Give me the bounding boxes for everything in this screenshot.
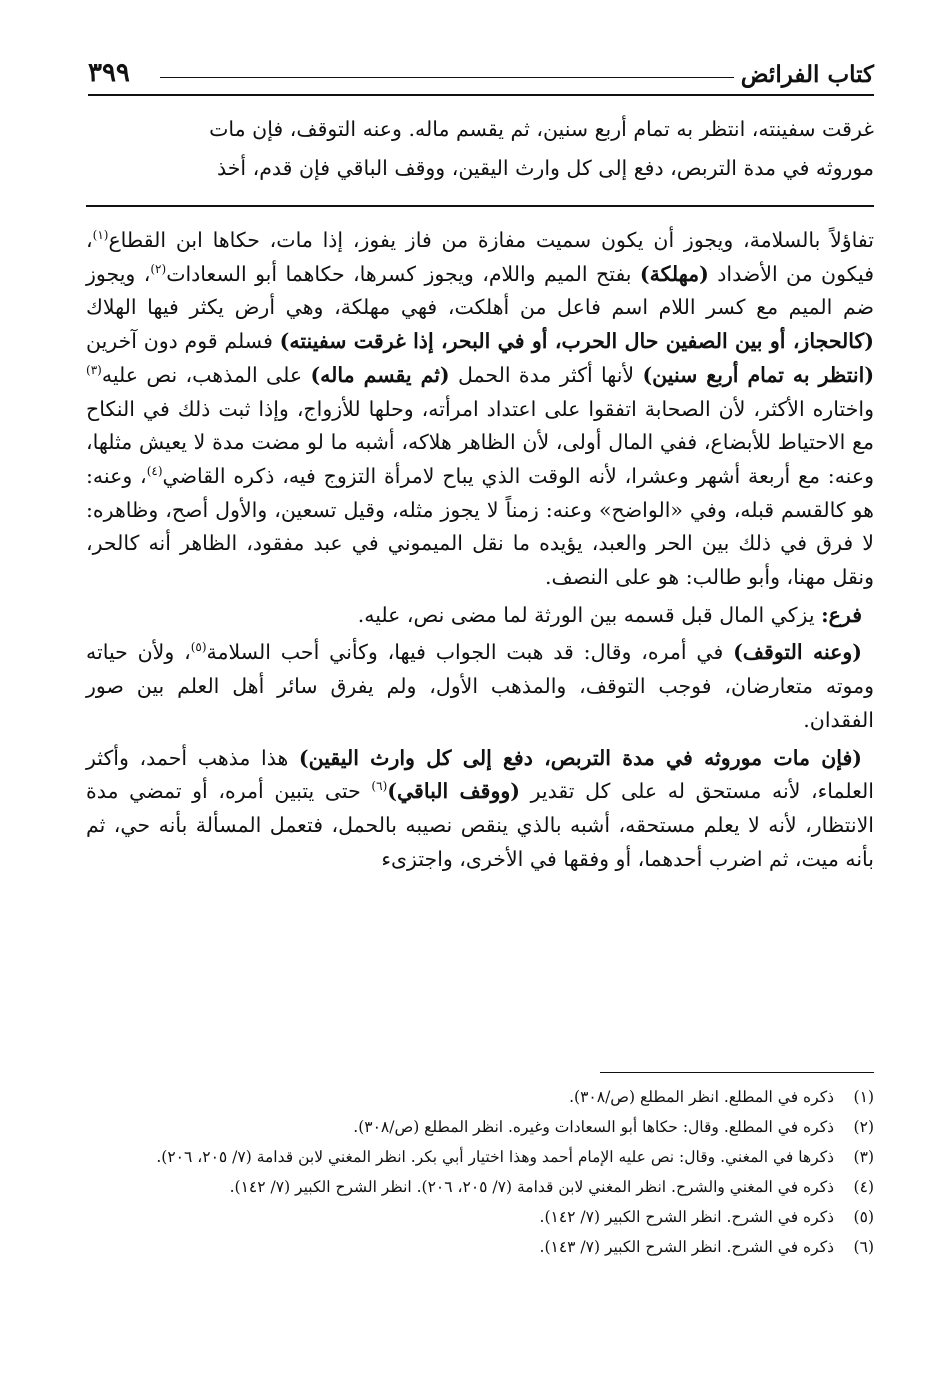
page-number: ٣٩٩ <box>88 58 130 88</box>
footnote <box>86 1172 874 1202</box>
commentary <box>86 224 874 876</box>
footnote-marker: (١) <box>92 228 109 243</box>
footnote-rule <box>600 1072 874 1073</box>
text-separator <box>86 205 874 207</box>
footnote-text: ذكرها في المغني. وقال: نص عليه الإمام أحمد وهذا اختيار أبي بكر. انظر المغني لابن قدامة (٧/ ٢٠٥، ٢٠٦). <box>156 1148 834 1166</box>
quoted-phrase: (ثم يقسم ماله) <box>310 362 450 387</box>
main-text <box>86 110 874 188</box>
commentary-paragraph: فرع: يزكي المال قبل قسمه بين الورثة لما مضى نص، عليه. <box>357 602 862 627</box>
footnote-number: (٦) <box>853 1238 874 1256</box>
footnote-number: (٣) <box>853 1148 874 1166</box>
footnote <box>86 1202 874 1232</box>
footnote-number: (٤) <box>853 1178 874 1196</box>
footnote-marker: (٢) <box>150 261 167 276</box>
quoted-phrase: فرع: <box>821 602 862 627</box>
footnote-text: ذكره في المغني والشرح. انظر المغني لابن قدامة (٧/ ٢٠٥، ٢٠٦). انظر الشرح الكبير (٧/ ١٤٢). <box>229 1178 834 1196</box>
footnote-text: ذكره في الشرح. انظر الشرح الكبير (٧/ ١٤٣). <box>539 1238 834 1256</box>
main-text-line: غرقت سفينته، انتظر به تمام أربع سنين، ثم يقسم ماله. وعنه التوقف، فإن مات <box>209 117 874 141</box>
quoted-phrase: (وعنه التوقف) <box>733 640 862 665</box>
commentary-paragraph: تفاؤلاً بالسلامة، ويجوز أن يكون سميت مفازة من فاز يفوز، إذا مات، حكاها ابن القطاع$^{(١)}$، فيكون من الأضداد (مهلكة) بفتح الميم واللام، ويجوز كسرها، حكاهما أبو السعادات$^{(٢)}$، ويجوز ضم الميم مع كسر اللام اسم فاعل من أهلكت، فهي مهلكة، وهي أرض يكثر فيها الهلاك (كالحجاز، أو بين الصفين حال الحرب، أو في البحر، إذا غرقت سفينته) فسلم قوم دون آخرين (انتظر به تمام أربع سنين) لأنها أكثر مدة الحمل (ثم يقسم ماله) على المذهب، نص عليه$^{(٣)}$ واختاره الأكثر، لأن الصحابة اتفقوا على اعتداد امرأته، وحلها للأزواج، وإذا ثبت ذلك في النكاح مع الاحتياط للأبضاع، ففي المال أولى، لأن الظاهر هلاكه، أشبه ما لو مضت مدة لا يعيش مثلها، وعنه: مع أربعة أشهر وعشرا، لأنه الوقت الذي يباح لامرأة التزوج فيه، ذكره القاضي$^{(٤)}$، وعنه: هو كالقسم قبله، وفي «الواضح» وعنه: زمناً لا يجوز مثله، وقيل تسعين، والأول أصح، وظاهره: لا فرق في ذلك بين الحر والعبد، يؤيده ما نقل الميموني في عبد مفقود، الظاهر أنه كالحر، ونقل مهنا، وأبو طالب: هو على النصف. <box>86 228 875 590</box>
footnote-marker: (٤) <box>146 464 163 479</box>
footnote-marker: (٣) <box>86 362 102 377</box>
footnote-text: ذكره في المطلع. وقال: حكاها أبو السعادات وغيره. انظر المطلع (ص/٣٠٨). <box>353 1118 834 1136</box>
commentary-paragraph: (وعنه التوقف) في أمره، وقال: قد هبت الجواب فيها، وكأني أحب السلامة$^{(٥)}$، ولأن حياته وموته متعارضان، فوجب التوقف، والمذهب الأول، ولم يفرق سائر أهل العلم بين صور الفقدان. <box>86 640 874 732</box>
quoted-phrase: (انتظر به تمام أربع سنين) <box>642 362 875 387</box>
footnote-number: (٥) <box>853 1208 874 1226</box>
footnote <box>86 1112 874 1142</box>
footnote <box>86 1142 874 1172</box>
quoted-phrase: (مهلكة) <box>639 261 709 286</box>
main-text-line: موروثه في مدة التربص، دفع إلى كل وارث اليقين، ووقف الباقي فإن قدم، أخذ <box>216 156 874 180</box>
footnote-number: (١) <box>853 1088 874 1106</box>
header-rule <box>160 77 734 78</box>
running-header <box>88 50 874 96</box>
commentary-paragraph: (فإن مات موروثه في مدة التربص، دفع إلى كل وارث اليقين) هذا مذهب أحمد، وأكثر العلماء، لأنه مستحق له على كل تقدير (ووقف الباقي)$^{(٦)}$ حتى يتبين أمره، أو تمضي مدة الانتظار، لأنه لا يعلم مستحقه، أشبه بالذي ينقص نصيبه بالحمل، فتعمل المسألة بأنه حي، ثم بأنه ميت، ثم اضرب أحدهما، أو وفقها في الأخرى، واجتزىء <box>86 745 874 871</box>
quoted-phrase: (فإن مات موروثه في مدة التربص، دفع إلى كل وارث اليقين) <box>298 745 862 770</box>
footnote-text: ذكره في الشرح. انظر الشرح الكبير (٧/ ١٤٢). <box>539 1208 834 1226</box>
quoted-phrase: (كالحجاز، أو بين الصفين حال الحرب، أو في البحر، إذا غرقت سفينته) <box>279 329 874 354</box>
footnote <box>86 1232 874 1262</box>
footnotes <box>86 1082 874 1262</box>
footnote-text: ذكره في المطلع. انظر المطلع (ص/٣٠٨). <box>569 1088 834 1106</box>
footnote <box>86 1082 874 1112</box>
quoted-phrase: (ووقف الباقي) <box>387 779 520 804</box>
footnote-number: (٢) <box>853 1118 874 1136</box>
footnote-marker: (٦) <box>371 779 388 794</box>
footnote-marker: (٥) <box>190 640 207 655</box>
chapter-title: كتاب الفرائض <box>740 61 874 88</box>
